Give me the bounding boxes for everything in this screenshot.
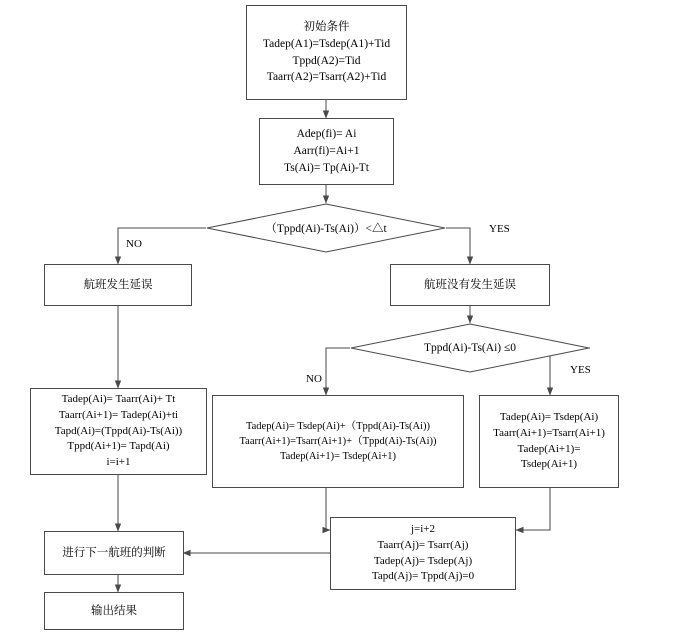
node-line: Tapd(Aj)= Tppd(Aj)=0 [371,570,475,583]
node-line: Tadep(Ai+1)= Tsdep(Ai+1) [279,451,397,463]
node-line: Taarr(Ai+1)= Tadep(Ai)+ti [58,408,179,421]
node-judge-next-flight [44,531,184,575]
node-decision-nonpositive [350,323,590,373]
node-no-delay-occurred [390,264,550,306]
node-line: Tadep(Aj)= Tsdep(Aj) [373,554,473,567]
edge-label-yes-2: YES [570,364,591,376]
node-line: Aarr(fi)=Ai+1 [293,145,360,158]
edge-label-no-2: NO [306,373,322,385]
node-next-index [330,517,516,590]
node-line: Taarr(Ai+1)=Tsarr(Ai+1) [493,426,605,439]
node-line: （Tppd(Ai)-Ts(Ai)）<△t [265,223,387,235]
edge-label-no-1: NO [126,238,142,250]
node-line: Tadep(Ai+1)= [517,442,581,455]
node-line: Tadep(Ai)= Tsdep(Ai)+（Tppd(Ai)-Ts(Ai)) [245,420,431,432]
node-delay-propagation [30,388,207,475]
node-line: Tppd(Ai)-Ts(Ai) ≤0 [423,342,517,354]
node-line: Tapd(Ai)=(Tppd(Ai)-Ts(Ai)) [54,424,183,437]
node-line: Tadep(Ai)= Taarr(Ai)+ Tt [61,392,176,405]
node-line: 初始条件 [303,21,350,34]
node-line: 输出结果 [91,604,137,617]
node-line: 航班发生延误 [83,278,153,291]
node-absorb-delay [212,395,464,488]
node-line: Taarr(Ai+1)=Tsarr(Ai+1)+（Tppd(Ai)-Ts(Ai)) [239,435,437,447]
node-delay-occurred [44,264,192,306]
node-line: Tppd(Ai+1)= Tapd(Ai) [67,440,170,453]
node-line: Tsdep(Ai+1) [520,458,578,471]
node-line: Tppd(A2)=Tid [292,54,361,67]
node-line: j=i+2 [410,522,436,535]
node-line: Taarr(A2)=Tsarr(A2)+Tid [266,71,387,84]
node-line: 航班没有发生延误 [424,278,516,291]
node-line: 进行下一航班的判断 [62,546,166,559]
node-on-schedule [479,395,619,488]
node-line: Adep(fi)= Ai [296,128,357,141]
node-assign-flight [259,118,394,185]
node-line: Tadep(A1)=Tsdep(A1)+Tid [262,37,391,50]
node-initial-conditions [246,5,407,100]
node-output-result [44,592,184,630]
node-decision-threshold [206,203,446,253]
node-line: Taarr(Aj)= Tsarr(Aj) [377,538,469,551]
edge-label-yes-1: YES [489,223,510,235]
node-line: i=i+1 [106,456,131,469]
node-line: Ts(Ai)= Tp(Ai)-Tt [284,161,369,174]
node-line: Tadep(Ai)= Tsdep(Ai) [499,410,599,423]
